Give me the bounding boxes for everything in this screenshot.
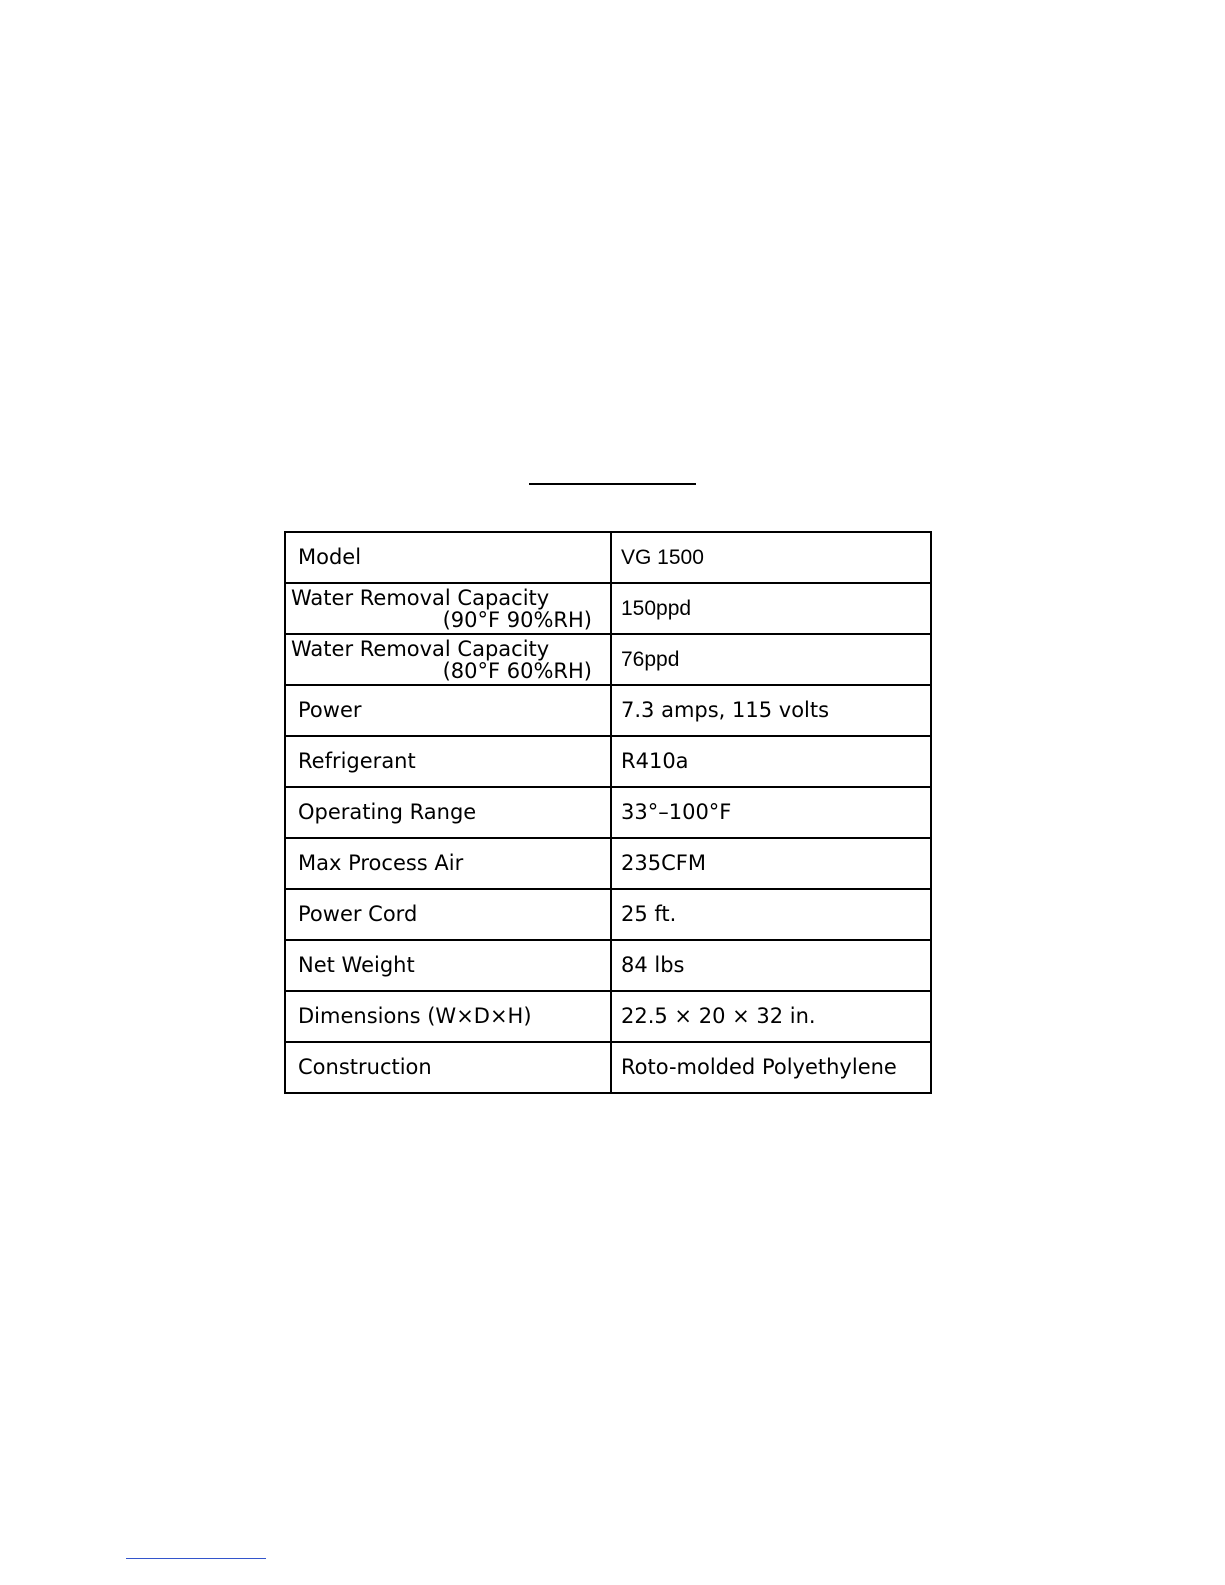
footnote-separator <box>126 1558 266 1559</box>
spec-value: 76ppd <box>611 634 931 685</box>
table-row <box>285 583 931 634</box>
table-row <box>285 838 931 889</box>
spec-value: 33°–100°F <box>611 787 931 838</box>
spec-value: 22.5 × 20 × 32 in. <box>611 991 931 1042</box>
table-row <box>285 991 931 1042</box>
spec-label: Dimensions (W×D×H) <box>285 991 611 1042</box>
spec-label: Net Weight <box>285 940 611 991</box>
spec-value: VG 1500 <box>611 532 931 583</box>
spec-label: Water Removal Capacity <box>291 585 550 610</box>
table-row <box>285 1042 931 1093</box>
specifications-table <box>284 531 932 1094</box>
spec-label: Operating Range <box>285 787 611 838</box>
spec-value: R410a <box>611 736 931 787</box>
spec-label-condition: (90°F 90%RH) <box>442 607 592 632</box>
spec-value: Roto-molded Polyethylene <box>611 1042 931 1093</box>
spec-value: 150ppd <box>611 583 931 634</box>
table-row <box>285 685 931 736</box>
heading-underline <box>529 483 696 485</box>
spec-label: Power Cord <box>285 889 611 940</box>
table-row <box>285 532 931 583</box>
spec-value: 84 lbs <box>611 940 931 991</box>
table-row <box>285 736 931 787</box>
spec-value: 7.3 amps, 115 volts <box>611 685 931 736</box>
spec-label: Construction <box>285 1042 611 1093</box>
spec-label-cell <box>285 583 611 634</box>
spec-label-cell <box>285 634 611 685</box>
spec-label: Max Process Air <box>285 838 611 889</box>
spec-value: 235CFM <box>611 838 931 889</box>
spec-label: Refrigerant <box>285 736 611 787</box>
spec-value: 25 ft. <box>611 889 931 940</box>
table-row <box>285 634 931 685</box>
spec-label-condition: (80°F 60%RH) <box>442 658 592 683</box>
table-row <box>285 940 931 991</box>
spec-label: Model <box>285 532 611 583</box>
table-row <box>285 787 931 838</box>
spec-label: Power <box>285 685 611 736</box>
spec-label: Water Removal Capacity <box>291 636 550 661</box>
table-row <box>285 889 931 940</box>
